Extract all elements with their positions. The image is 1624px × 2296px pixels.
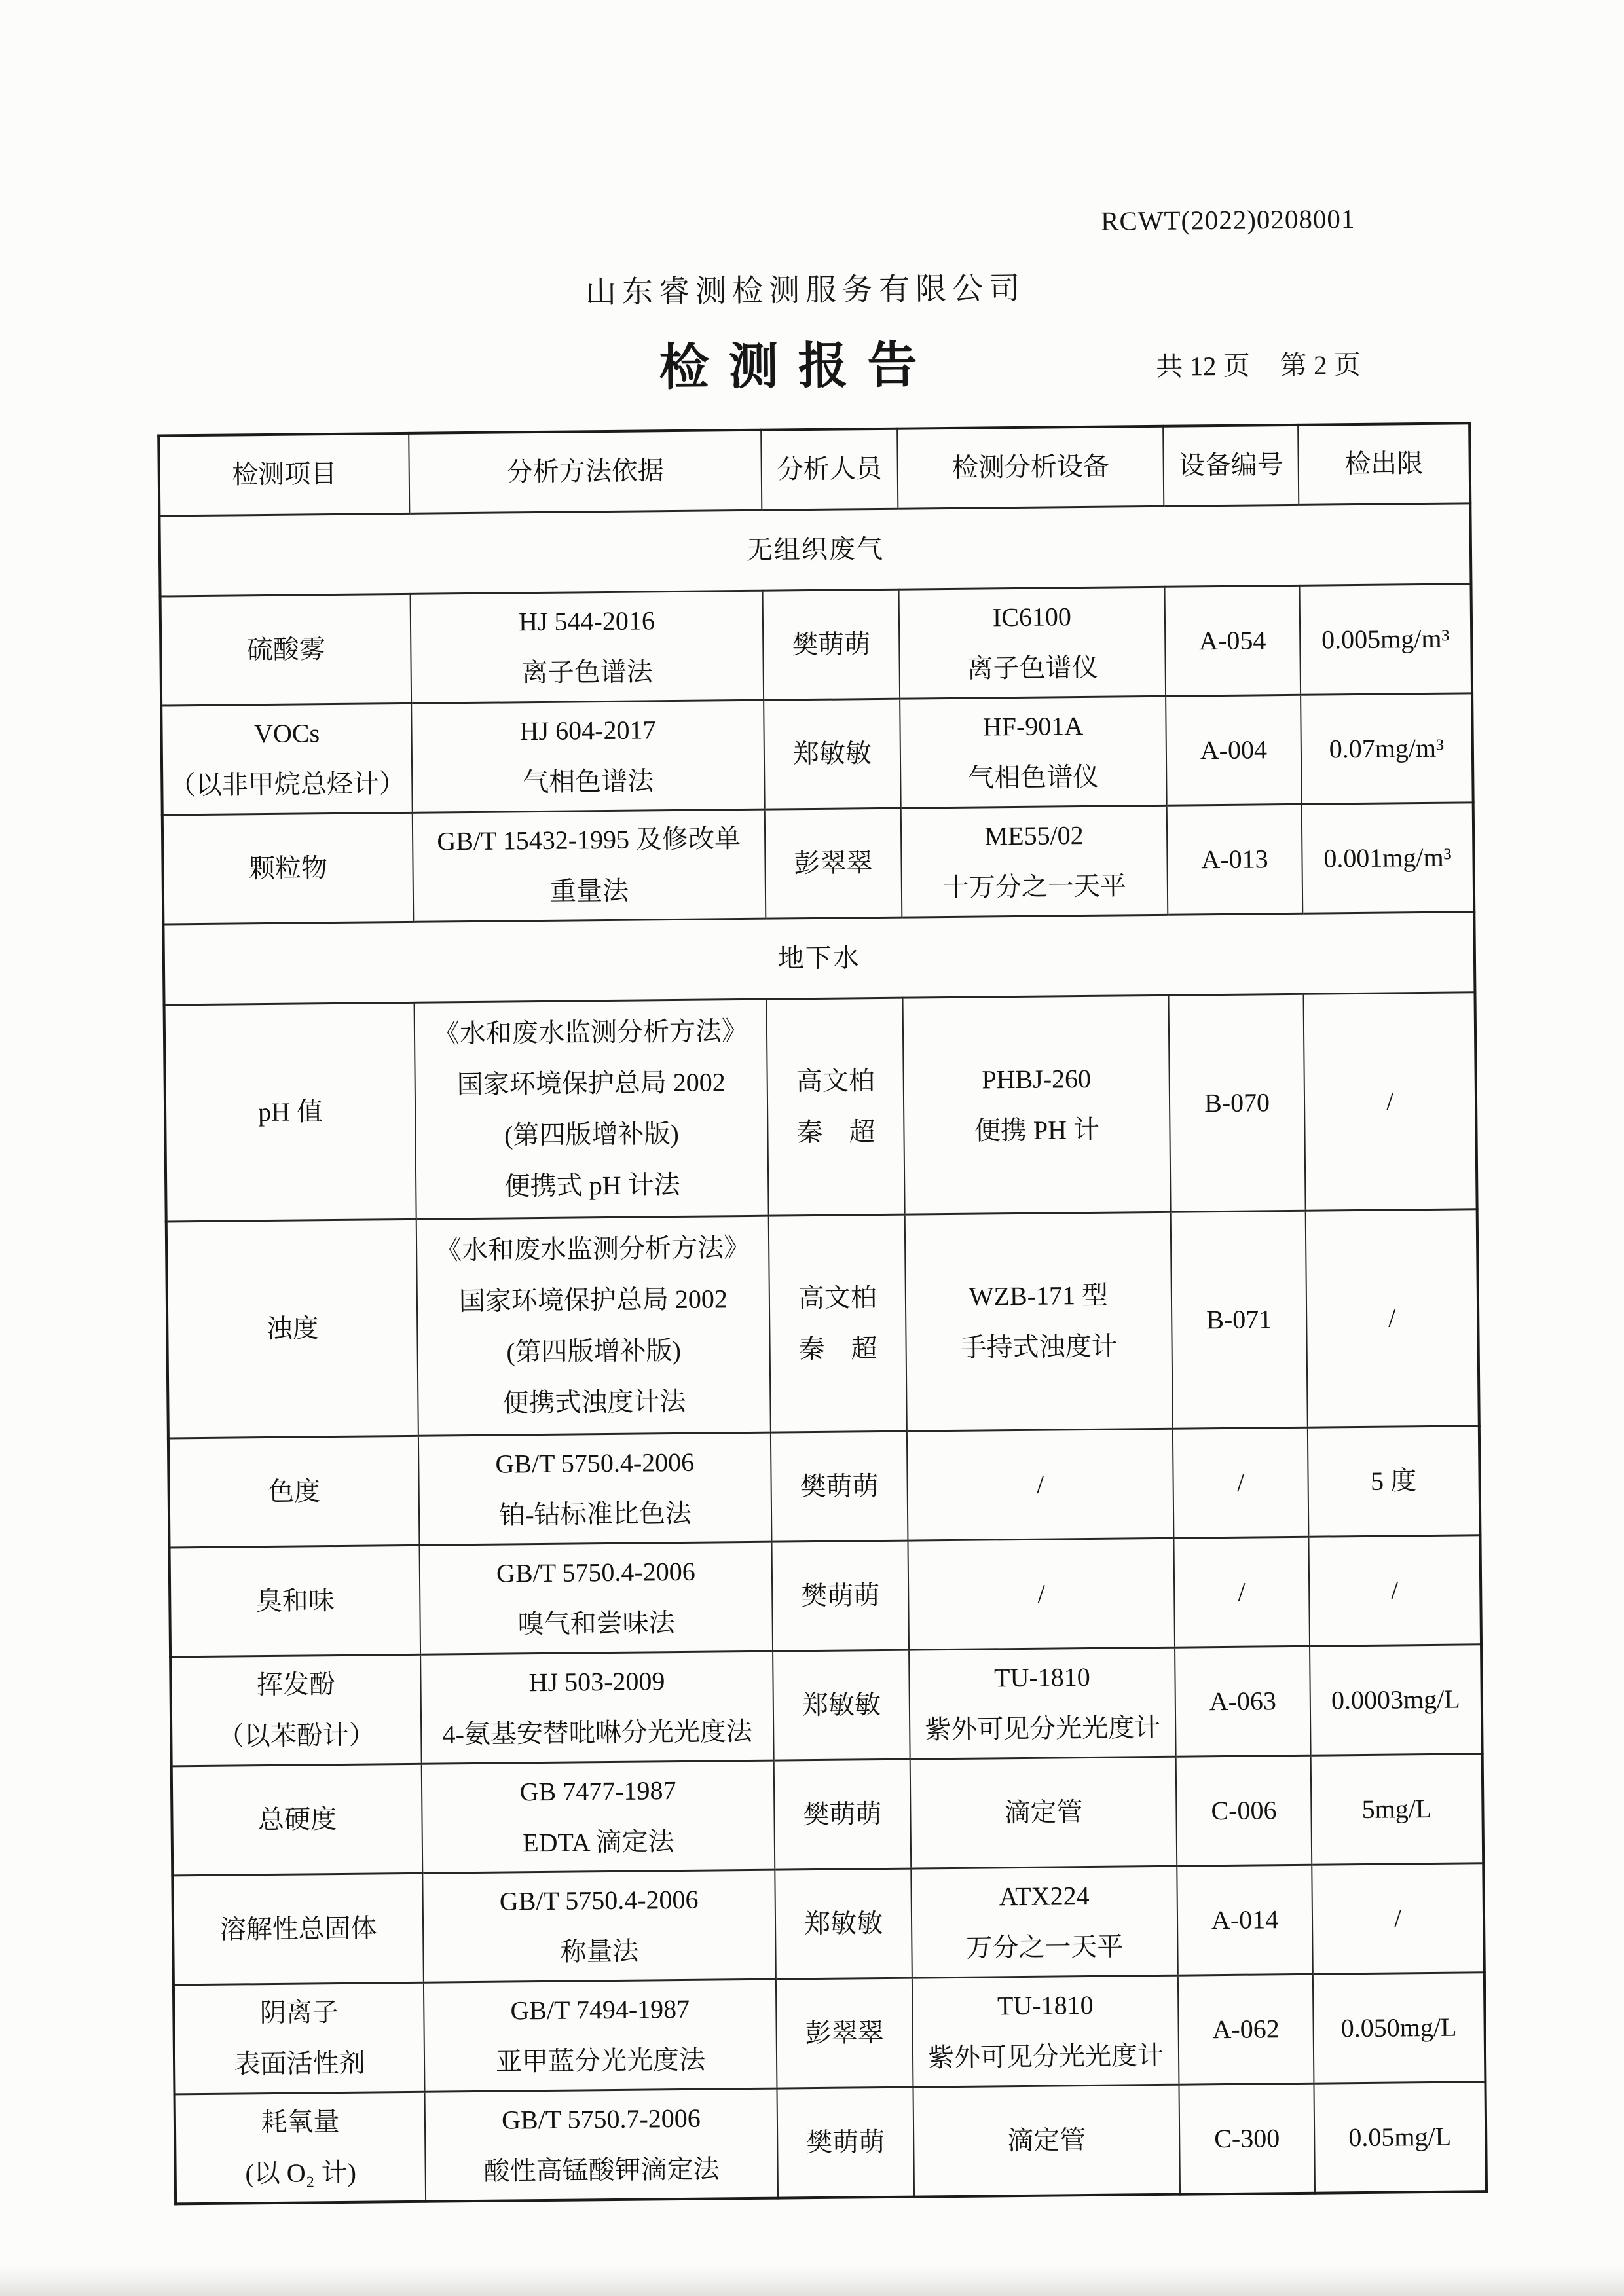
cell-equipment-no: C-300 <box>1179 2083 1315 2194</box>
document-number: RCWT(2022)0208001 <box>1100 203 1356 236</box>
cell-analyst: 彭翠翠 <box>765 808 902 919</box>
table-row <box>174 1972 1486 2094</box>
cell-equipment-no: / <box>1173 1537 1310 1647</box>
table-header-row <box>158 423 1470 515</box>
cell-analyst: 郑敏敏 <box>775 1868 912 1979</box>
cell-item: 臭和味 <box>170 1545 421 1657</box>
cell-equipment-no: B-070 <box>1168 994 1305 1212</box>
cell-item: 硫酸雾 <box>160 594 412 706</box>
cell-equipment: TU-1810 紫外可见分光光度计 <box>912 1975 1179 2087</box>
cell-item: 耗氧量 (以 O₂ 计) <box>175 2092 426 2204</box>
table-row <box>168 1425 1481 1547</box>
table-row <box>166 1209 1479 1438</box>
cell-analyst: 樊萌萌 <box>771 1431 908 1542</box>
column-header-5: 检出限 <box>1298 423 1470 505</box>
table-row <box>161 693 1473 814</box>
cell-method: 《水和废水监测分析方法》 国家环境保护总局 2002 (第四版增补版) 便携式 pH 计法 <box>415 999 769 1219</box>
cell-item: 色度 <box>168 1436 420 1548</box>
cell-method: GB/T 5750.4-2006 铂-钴标准比色法 <box>418 1432 772 1545</box>
cell-method: HJ 544-2016 离子色谱法 <box>411 591 764 703</box>
cell-analyst: 高文柏 秦 超 <box>767 998 905 1216</box>
cell-item: 浊度 <box>166 1219 418 1438</box>
cell-detection-limit: 0.05mg/L <box>1314 2081 1486 2193</box>
cell-equipment: / <box>907 1429 1174 1540</box>
cell-equipment: IC6100 离子色谱仪 <box>899 587 1166 699</box>
cell-item: 颗粒物 <box>162 812 414 924</box>
cell-equipment-no: B-071 <box>1171 1211 1308 1429</box>
cell-method: GB 7477-1987 EDTA 滴定法 <box>422 1760 775 1873</box>
cell-item: 总硬度 <box>172 1764 423 1876</box>
cell-equipment-no: A-063 <box>1175 1646 1311 1757</box>
cell-equipment: PHBJ-260 便携 PH 计 <box>902 995 1170 1214</box>
cell-detection-limit: / <box>1303 992 1477 1210</box>
cell-method: GB/T 15432-1995 及修改单 重量法 <box>413 809 766 922</box>
cell-detection-limit: 0.050mg/L <box>1313 1972 1486 2083</box>
cell-equipment-no: A-054 <box>1164 585 1301 696</box>
cell-analyst: 樊萌萌 <box>763 589 900 700</box>
cell-equipment-no: A-013 <box>1167 804 1303 915</box>
cell-method: GB/T 5750.4-2006 嗅气和尝味法 <box>419 1542 773 1654</box>
cell-detection-limit: 5mg/L <box>1311 1753 1484 1865</box>
report-title: 检测报告 <box>659 338 937 396</box>
cell-detection-limit: 0.001mg/m³ <box>1302 802 1475 913</box>
table-row <box>170 1535 1482 1656</box>
cell-equipment-no: A-062 <box>1178 1974 1314 2085</box>
section-row <box>159 503 1471 596</box>
table-row <box>172 1863 1485 1984</box>
cell-analyst: 樊萌萌 <box>774 1759 912 1870</box>
cell-item: 阴离子 表面活性剂 <box>174 1982 425 2094</box>
company-name: 山东睿测检测服务有限公司 <box>585 271 1026 310</box>
column-header-2: 分析人员 <box>761 429 898 510</box>
cell-analyst: 樊萌萌 <box>771 1540 909 1651</box>
cell-analyst: 郑敏敏 <box>773 1650 910 1760</box>
column-header-1: 分析方法依据 <box>409 430 762 513</box>
page-info <box>1156 343 1361 384</box>
table-row <box>162 802 1475 924</box>
cell-detection-limit: 0.005mg/m³ <box>1299 583 1472 695</box>
scan-artifact-bottom-edge <box>0 2266 1624 2296</box>
cell-method: 《水和废水监测分析方法》 国家环境保护总局 2002 (第四版增补版) 便携式浊度计法 <box>416 1216 771 1436</box>
cell-equipment: HF-901A 气相色谱仪 <box>900 696 1167 808</box>
cell-detection-limit: / <box>1306 1209 1479 1427</box>
column-header-0: 检测项目 <box>158 433 409 516</box>
cell-method: HJ 503-2009 4-氨基安替吡啉分光光度法 <box>420 1651 774 1764</box>
section-label: 无组织废气 <box>159 503 1471 596</box>
cell-detection-limit: / <box>1312 1863 1485 1974</box>
cell-equipment: TU-1810 紫外可见分光光度计 <box>909 1647 1176 1759</box>
cell-item: 挥发酚 （以苯酚计） <box>170 1654 422 1766</box>
cell-item: VOCs （以非甲烷总烃计） <box>161 703 413 815</box>
cell-equipment-no: C-006 <box>1176 1755 1312 1866</box>
cell-analyst: 高文柏 秦 超 <box>769 1214 907 1432</box>
title-row <box>0 318 1619 406</box>
cell-equipment-no: A-014 <box>1177 1865 1313 1975</box>
column-header-3: 检测分析设备 <box>897 426 1164 509</box>
table-row <box>170 1644 1483 1766</box>
cell-equipment: / <box>908 1538 1175 1650</box>
cell-analyst: 郑敏敏 <box>764 699 901 809</box>
cell-item: 溶解性总固体 <box>172 1873 424 1985</box>
page-count-total: 共 12 页 <box>1156 350 1250 382</box>
table-body <box>159 503 1486 2204</box>
cell-equipment: WZB-171 型 手持式浊度计 <box>905 1212 1173 1431</box>
cell-detection-limit: 0.0003mg/L <box>1310 1644 1483 1755</box>
table-row <box>172 1753 1484 1875</box>
cell-method: GB/T 5750.4-2006 称量法 <box>422 1870 776 1982</box>
cell-detection-limit: / <box>1308 1535 1481 1646</box>
table-row <box>175 2081 1487 2204</box>
cell-equipment: 滴定管 <box>910 1757 1177 1868</box>
cell-method: HJ 604-2017 气相色谱法 <box>411 700 765 812</box>
table-row <box>164 992 1477 1221</box>
section-row <box>163 911 1475 1004</box>
cell-detection-limit: 5 度 <box>1308 1425 1481 1537</box>
cell-method: GB/T 5750.7-2006 酸性高锰酸钾滴定法 <box>425 2088 779 2202</box>
cell-equipment: 滴定管 <box>913 2085 1180 2196</box>
table-row <box>160 583 1473 705</box>
cell-equipment: ATX224 万分之一天平 <box>911 1866 1178 1978</box>
cell-item: pH 值 <box>164 1002 416 1222</box>
cell-detection-limit: 0.07mg/m³ <box>1301 693 1473 804</box>
cell-analyst: 樊萌萌 <box>777 2087 914 2198</box>
cell-equipment-no: A-004 <box>1166 695 1302 805</box>
section-label: 地下水 <box>163 911 1475 1004</box>
cell-equipment-no: / <box>1173 1427 1309 1538</box>
cell-method: GB/T 7494-1987 亚甲蓝分光光度法 <box>424 1979 777 2092</box>
page-number-current: 第 2 页 <box>1280 349 1361 381</box>
column-header-4: 设备编号 <box>1163 425 1299 506</box>
cell-analyst: 彭翠翠 <box>776 1978 913 2088</box>
cell-equipment: ME55/02 十万分之一天平 <box>901 805 1168 917</box>
analysis-method-table <box>157 422 1488 2205</box>
